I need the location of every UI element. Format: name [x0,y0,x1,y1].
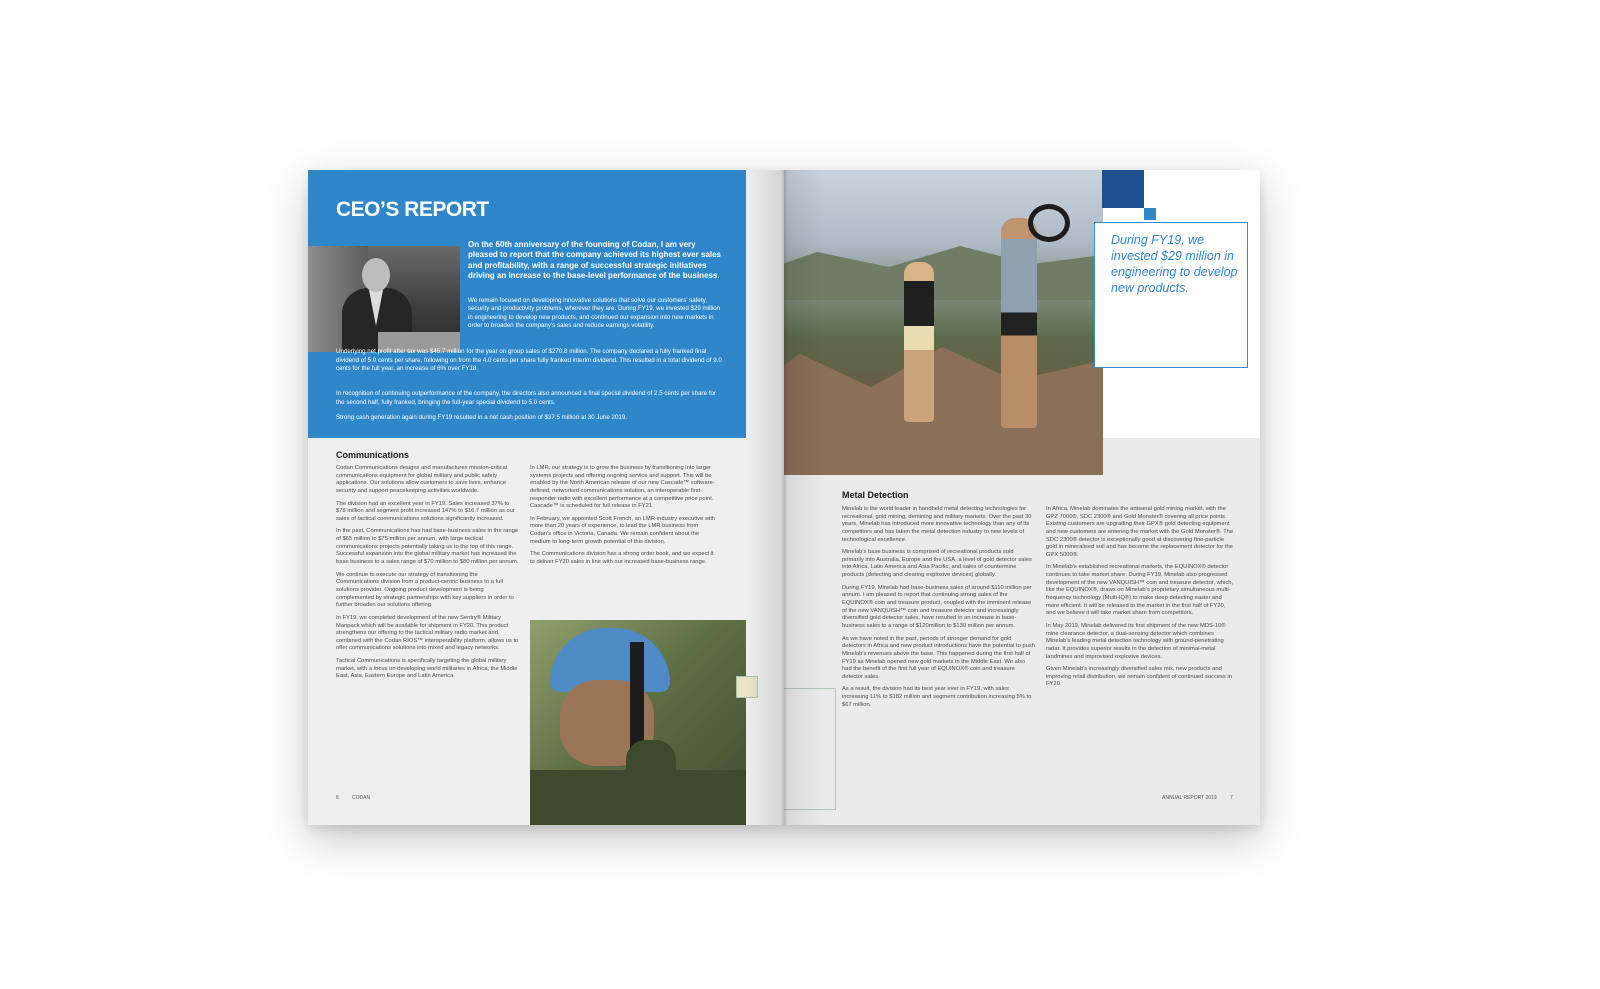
body-paragraph: As a result, the division had its best year ever in FY19, with sales increasing 11% to $182 million and segment contribution increasing 5% to $67 million. [842,686,1032,708]
body-paragraph: During FY19, Minelab had base-business sales of around $110 million per annum. I am pleased to report that continuing strong sales of the EQUINOX® coin and treasure product, coupled with the imminent release of the new VANQUISH™ coin and treasure detector and increasingly diversified gold detector sales, have resulted in an increase in base-business sales to a range of $120million to $130 million per annum. [842,584,1032,629]
communications-column-2 [530,465,720,572]
page-number: 7 [1230,795,1233,801]
decorative-blue-block [1102,170,1144,208]
soldier-radio-photo [530,620,746,825]
body-paragraph: The Communications division has a strong order book, and we expect it to deliver FY20 sales in line with our increased base-business range. [530,551,714,566]
body-paragraph: In Africa, Minelab dominates the artisanal gold mining market, with the GPZ 7000®, SDC 2300® and Gold Monster® covering all price points. Existing customers are upgrading their GPX® gold detecting equipment and new customers are entering the market with the Gold Monster®. The SDC 2300® detector is exceptionally good at discovering fine-particle gold in mineralised soil and has become the replacement detector for the GPX 5000®. [1046,506,1234,558]
pull-quote: During FY19, we invested $29 million in engineering to develop new products. [1111,233,1238,295]
body-paragraph: In May 2019, Minelab delivered its first shipment of the new MDS-10® mine clearance detector, a dual-sensing detector which combines Minelab’s leading metal detection technology with ground-penetrating radar. It provides superior results in the detection of minimal-metal landmines and improvised explosive devices. [1046,622,1226,660]
metal-detection-heading: Metal Detection [842,490,909,500]
body-paragraph: In LMR, our strategy is to grow the business by transitioning into larger systems projects and offering ongoing service and support. This will be enabled by the North American release of our new Cascade™ software-defined, networked communications solution, an interoperable first-responder radio with excellent performance at a competitive price point. Cascade™ is scheduled for full release in FY21. [530,465,715,510]
metal-detection-column-1 [842,506,1036,714]
footer-label: ANNUAL REPORT 2019 [1162,795,1217,801]
pull-quote-box [1094,222,1248,368]
footer-brand: CODAN [352,795,371,801]
body-paragraph: Minelab’s base business is comprised of recreational products sold primarily into Australia, Europe and the USA, a level of gold detector sales into Africa, Latin America and Asia Pacific, and sales of countermine products (detecting and clearing explosive devices) globally. [842,549,1032,579]
body-paragraph: Given Minelab’s increasingly diversified sales mix, new products and improving retail distribution, we remain confident of continued success in FY20. [1046,666,1232,688]
body-paragraph: Minelab is the world leader in handheld metal detecting technologies for recreational, gold mining, demining and military markets. Over the past 30 years, Minelab has introduced more innovative technology than any of its competitors and has taken the metal detection industry to new levels of technological excellence. [842,506,1032,543]
ceo-report-panel [308,170,746,438]
decorative-square [736,676,758,698]
right-page [784,170,1260,825]
decorative-frame [784,688,836,810]
body-paragraph: Tactical Communications is specifically targeting the global military market, with a focus on developing world militaries in Africa, the Middle East, Asia, Eastern Europe and Latin America. [336,658,518,680]
ceo-portrait-photo [308,246,460,352]
ceo-paragraph: In recognition of continuing outperformance of the company, the directors also announced a final special dividend of 2.5 cents per share for the second half, fully franked, bringing the full-year special dividend to 5.0 cents. [336,390,716,406]
body-paragraph: Codan Communications designs and manufactures mission-critical communications equipment for global military and public safety applications. Our solutions allow customers to save lives, enhance security and support peacekeeping activities worldwide. [336,465,508,494]
body-paragraph: In February, we appointed Scott French, an LMR-industry executive with more than 20 years of experience, to lead the LMR business from Codan’s office in Victoria, Canada. We remain confident about the medium to long-term growth potential of this division. [530,515,716,545]
ceo-paragraph: Underlying net profit after tax was $45.7 million for the year on group sales of $270.8 million. The company declared a fully franked final dividend of 5.0 cents per share, following on from the 4.0 cents per share fully franked interim dividend. This resulted in a total dividend of 9.0 cents for the full year, an increase of 6% over FY18. [336,348,722,373]
metal-detection-column-2 [1046,506,1236,694]
communications-heading: Communications [336,450,410,460]
ceo-paragraph: Strong cash generation again during FY19 resulted in a net cash position of $37.5 million at 30 June 2019. [336,414,628,421]
body-paragraph: In FY19, we completed development of the new Sentry® Military Manpack which will be available for shipment in FY20. This product strengthens our offering to the tactical military radio market and, combined with the Codan RIOS™ interoperability platform, allows us to offer communications solutions into mixed and legacy networks. [336,614,519,652]
body-paragraph: As we have noted in the past, periods of stronger demand for gold detectors in Africa and new product introductions have the potential to push Minelab’s revenues above the base. This happened during the first half of FY19 as Minelab opened new gold markets in the Middle East. We also had the benefit of the first full year of EQUINOX® coin and treasure detector sales. [842,635,1036,680]
communications-column-1 [336,465,520,686]
annual-report-spread [308,170,1260,825]
decorative-blue-square [1144,208,1156,220]
body-paragraph: We continue to execute our strategy of transitioning the Communications division from a product-centric business to a full solutions provider. Ongoing product development is being complemented by strategic partnerships with key suppliers in order to further broaden our solutions offering. [336,571,514,609]
body-paragraph: In the past, Communications has had base-business sales in the range of $65 million to $75 million per annum, with large tactical communications projects potentially taking us to the top of this range. Successful expansion into the global military market has increased the base business to a sales range of $70 million to $80 million per annum. [336,528,519,566]
body-paragraph: In Minelab’s established recreational markets, the EQUINOX® detector continues to take market share. During FY19, Minelab also progressed development of the new VANQUISH™ coin and treasure detector, which, like the EQUINOX®, draws on Minelab’s proprietary simultaneous multi-frequency technology (Multi-IQ®) to make deep detecting easier and more efficient. It will be released to the market in the first half of FY20, and we believe it will take market share from competitors. [1046,564,1234,617]
left-page [308,170,784,825]
page-number: 6 [336,795,339,801]
ceo-paragraph: We remain focused on developing innovative solutions that solve our customers’ safety, security and productivity problems, wherever they are. During FY19, we invested $29 million in engineering to develop new products, and continued our expansion into new markets in order to broaden the company’s sales and reduce earnings volatility. [468,297,721,330]
hikers-metal-detector-photo [784,170,1103,475]
ceo-intro-text: On the 60th anniversary of the founding of Codan, I am very pleased to report that the company achieved its highest ever sales and profitability, with a range of successful strategic initiatives driving an increase to the base-level performance of the business. [468,240,721,281]
ceo-report-title: CEO’S REPORT [336,198,489,221]
body-paragraph: The division had an excellent year in FY19. Sales increased 37% to $78 million and segment profit increased 147% to $16.7 million as our sales of tactical communications solutions significantly increased. [336,500,515,522]
